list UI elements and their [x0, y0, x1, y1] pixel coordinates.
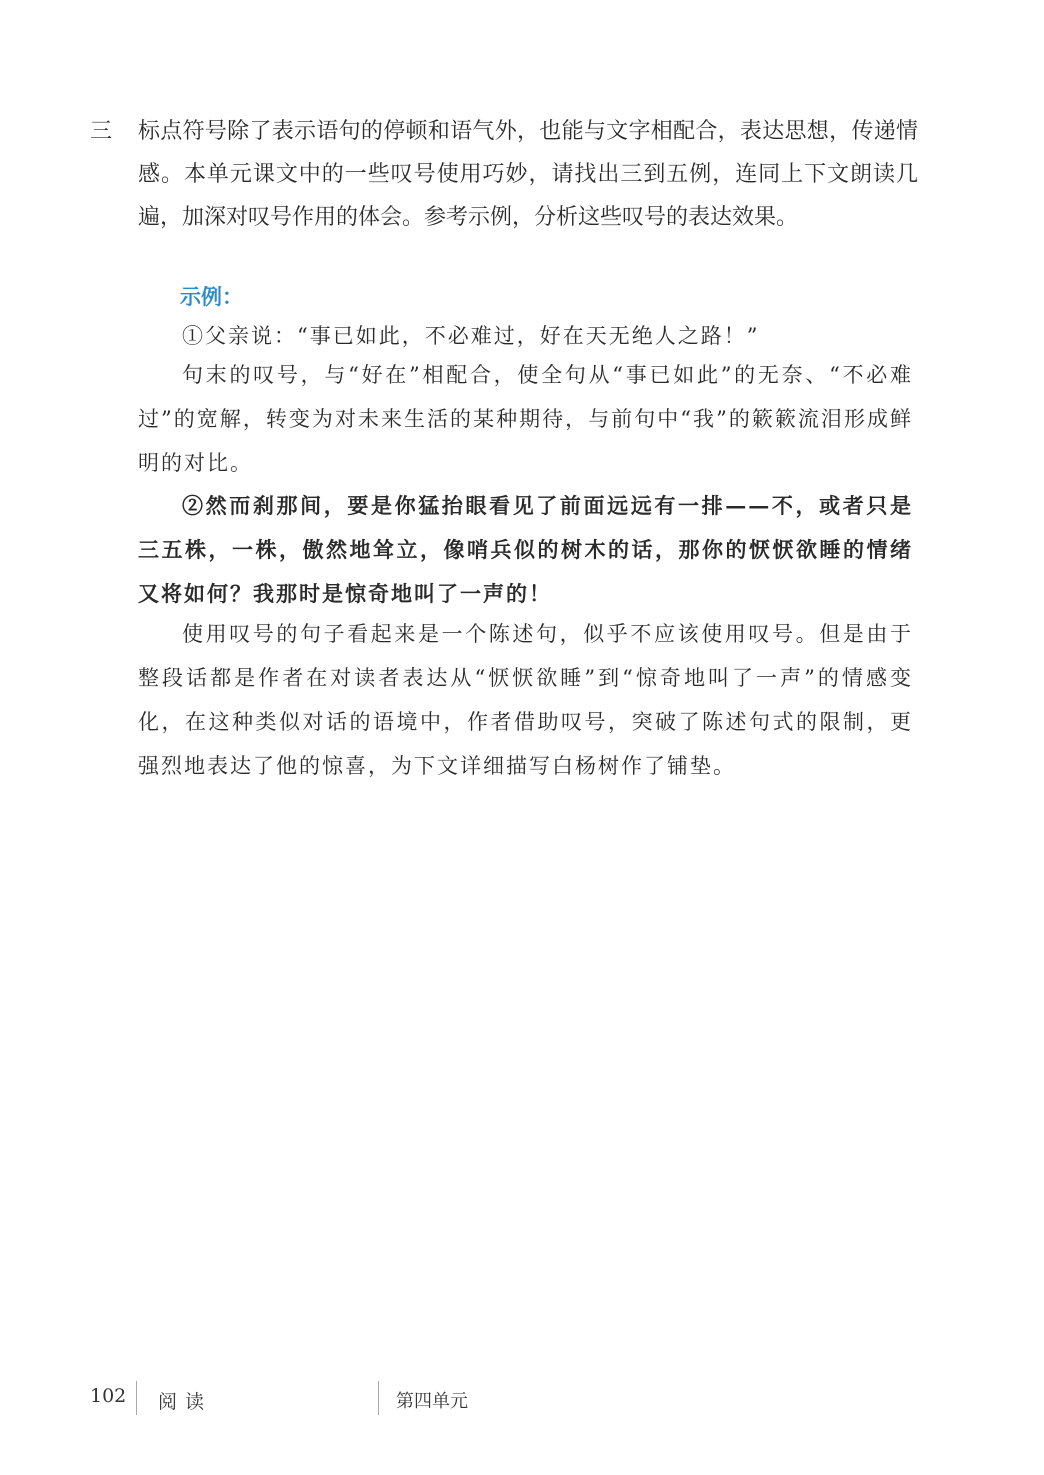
- example-1-quote: ①父亲说：“事已如此，不必难过，好在天无绝人之路！”: [182, 324, 760, 348]
- question-text-block: [138, 110, 918, 239]
- footer-unit: 第四单元: [396, 1391, 468, 1412]
- example-2-analysis: 使用叹号的句子看起来是一个陈述句，似乎不应该使用叹号。但是由于整段话都是作者在对读者表达从“恹恹欲睡”到“惊奇地叫了一声”的情感变化，在这种类似对话的语境中，作者借助叹号，突破了陈述句式的限制，更强烈地表达了他的惊喜，为下文详细描写白杨树作了铺垫。: [138, 622, 913, 778]
- example-2-quote: ②然而刹那间，要是你猛抬眼看见了前面远远有一排——不，或者只是三五株，一株，傲然地耸立，像哨兵似的树木的话，那你的恹恹欲睡的情绪又将如何？我那时是惊奇地叫了一声的！: [138, 493, 913, 606]
- example-1-analysis: 句末的叹号，与“好在”相配合，使全句从“事已如此”的无奈、“不必难过”的宽解，转变为对未来生活的某种期待，与前句中“我”的簌簌流泪形成鲜明的对比。: [138, 363, 913, 475]
- footer-section: 阅读: [158, 1391, 213, 1413]
- question-number: 三: [90, 119, 113, 144]
- page-footer: [0, 1381, 1044, 1421]
- page-number: 102: [90, 1385, 127, 1407]
- question-text: 标点符号除了表示语句的停顿和语气外，也能与文字相配合，表达思想，传递情感。本单元课文中的一些叹号使用巧妙，请找出三到五例，连同上下文朗读几遍，加深对叹号作用的体会。参考示例，分析这些叹号的表达效果。: [138, 119, 918, 230]
- footer-divider: [136, 1381, 137, 1415]
- example-2-quote-block: [138, 484, 913, 616]
- example-1-quote-block: [138, 314, 913, 358]
- example-2-analysis-block: [138, 612, 913, 788]
- example-label: 示例：: [180, 285, 243, 309]
- footer-divider: [378, 1381, 379, 1415]
- example-1-analysis-block: [138, 353, 913, 485]
